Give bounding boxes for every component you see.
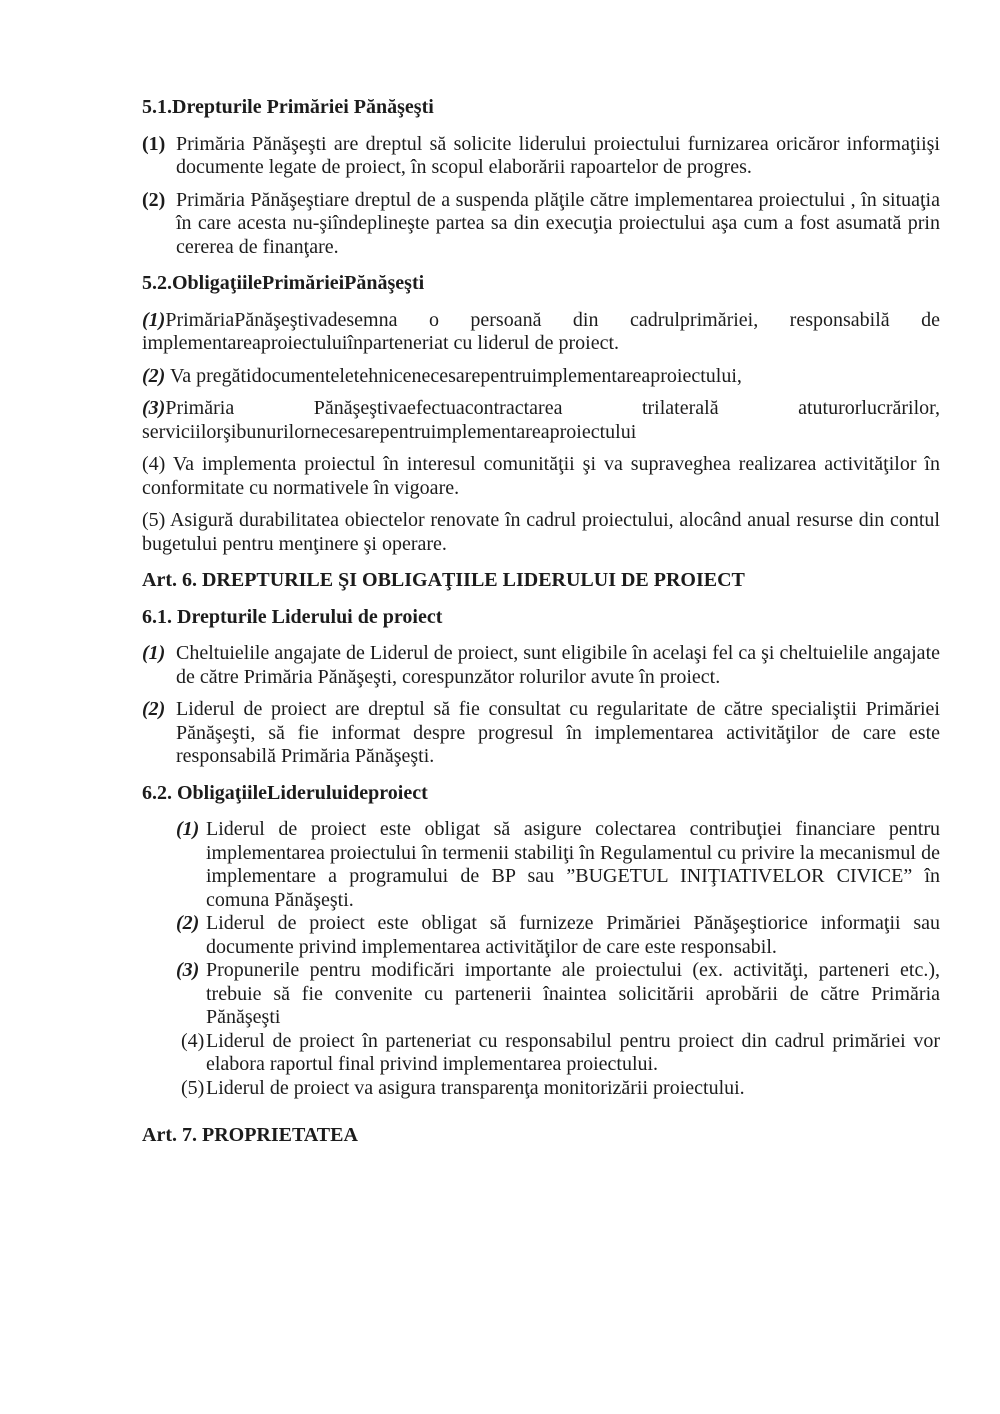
- clause-5-1-1-marker: (1): [142, 132, 166, 155]
- clause-5-2-1-text: PrimăriaPănăşeştivadesemna o persoană din cadrulprimăriei, responsabilă de implementareaproiectuluiînparteneriat cu liderul de proiect.: [142, 308, 940, 354]
- clause-5-2-2-marker: (2): [142, 364, 166, 387]
- clause-5-2-3-marker: (3): [142, 397, 166, 419]
- clause-5-2-5: [142, 509, 940, 556]
- clause-5-2-4-marker: (4): [142, 453, 166, 475]
- clause-6-1-2: [142, 698, 940, 769]
- clause-6-1-1: [142, 642, 940, 689]
- clause-6-1-1-marker: (1): [142, 642, 166, 664]
- clause-6-2-1: [142, 818, 940, 912]
- clause-6-2-5: [142, 1077, 940, 1101]
- clause-5-1-1: [142, 133, 940, 180]
- clause-6-2-3: [142, 959, 940, 1030]
- clause-6-2-4-text: Liderul de proiect în parteneriat cu responsabilul pentru proiect din cadrul primăriei vor elabora raportul final privind implementarea proiectului.: [206, 1029, 940, 1075]
- clause-5-2-3: [142, 397, 940, 444]
- clause-6-2-2-marker: (2): [176, 912, 200, 934]
- clause-5-2-1: [142, 309, 940, 356]
- clause-6-2-4: [142, 1030, 940, 1077]
- clause-6-1-2-text: Liderul de proiect are dreptul să fie consultat cu regularitate de către specialiştii Primăriei Pănăşeşti, să fie informat despre progresul în implementarea activităţilor de care este responsabilă Primăria Pănăşeşti.: [176, 698, 940, 767]
- heading-5-2: 5.2.ObligaţiilePrimărieiPănăşeşti: [142, 272, 425, 294]
- heading-5-1: 5.1.Drepturile Primăriei Pănăşeşti: [142, 96, 434, 118]
- clause-5-2-1-marker: (1): [142, 308, 166, 331]
- clause-5-2-4-text: Va implementa proiectul în interesul comunităţii şi va supraveghea realizarea activităţilor în conformitate cu normativele în vigoare.: [142, 453, 940, 499]
- clause-5-2-3-text: Primăria Pănăşeştivaefectuacontractarea trilaterală atuturorlucrărilor, serviciilorşibunurilornecesarepentruimplementareaproiectului: [142, 397, 940, 443]
- clause-5-1-2: [142, 189, 940, 260]
- clause-6-2-5-marker: (5): [181, 1076, 205, 1099]
- heading-6-2: 6.2. ObligaţiileLideruluideproiect: [142, 781, 428, 804]
- clause-5-2-2: [142, 365, 940, 389]
- clause-6-2-2-text: Liderul de proiect este obligat să furnizeze Primăriei Pănăşeştiorice informaţii sau documente privind implementarea activităţilor de care este responsabil.: [206, 912, 940, 958]
- clause-5-2-2-text: Va pregătidocumenteletehnicenecesarepentruimplementareaproiectului,: [165, 364, 742, 387]
- clause-5-2-5-marker: (5): [142, 509, 166, 531]
- heading-art-6: Art. 6. DREPTURILE ŞI OBLIGAŢIILE LIDERULUI DE PROIECT: [142, 569, 745, 591]
- clause-6-2-5-text: Liderul de proiect va asigura transparenţa monitorizării proiectului.: [206, 1076, 745, 1099]
- clause-5-1-2-marker: (2): [142, 188, 166, 211]
- clause-6-2-1-text: Liderul de proiect este obligat să asigure colectarea contribuţiei financiare pentru implementarea proiectului în termenii stabiliţi în Regulamentul cu privire la mecanismul de implementare a programului de BP sau ”BUGETUL INIŢIATIVELOR CIVICE” în comuna Pănăşeşti.: [206, 818, 940, 911]
- clause-6-2-4-marker: (4): [181, 1029, 205, 1052]
- clause-6-2-3-marker: (3): [176, 959, 200, 981]
- heading-6-1: 6.1. Drepturile Liderului de proiect: [142, 605, 443, 628]
- clause-6-1-2-marker: (2): [142, 698, 166, 720]
- clause-5-1-1-text: Primăria Pănăşeşti are dreptul să solicite liderului proiectului furnizarea oricăror informaţiişi documente legate de proiect, în scopul elaborării rapoartelor de progres.: [176, 132, 940, 178]
- clause-6-1-1-text: Cheltuielile angajate de Liderul de proiect, sunt eligibile în acelaşi fel ca şi cheltuielile angajate de către Primăria Pănăşeşti, corespunzător rolurilor avute în proiect.: [176, 642, 940, 688]
- clause-5-2-5-text: Asigură durabilitatea obiectelor renovate în cadrul proiectului, alocând anual resurse din contul bugetului pentru menţinere şi operare.: [142, 509, 940, 555]
- clause-6-2-2: [142, 912, 940, 959]
- clause-6-2-3-text: Propunerile pentru modificări importante ale proiectului (ex. activităţi, parteneri etc.), trebuie să fie convenite cu partenerii înaintea solicitării aprobării de către Primăria Pănăşeşti: [206, 959, 940, 1028]
- clause-6-2-1-marker: (1): [176, 818, 200, 840]
- heading-art-7: Art. 7. PROPRIETATEA: [142, 1124, 358, 1146]
- clause-5-1-2-text: Primăria Pănăşeştiare dreptul de a suspenda plăţile către implementarea proiectului , în situaţia în care acesta nu-şiîndeplineşte partea sa din execuţia proiectului aşa cum a fost asumată prin cererea de finanţare.: [176, 188, 940, 258]
- clause-5-2-4: [142, 453, 940, 500]
